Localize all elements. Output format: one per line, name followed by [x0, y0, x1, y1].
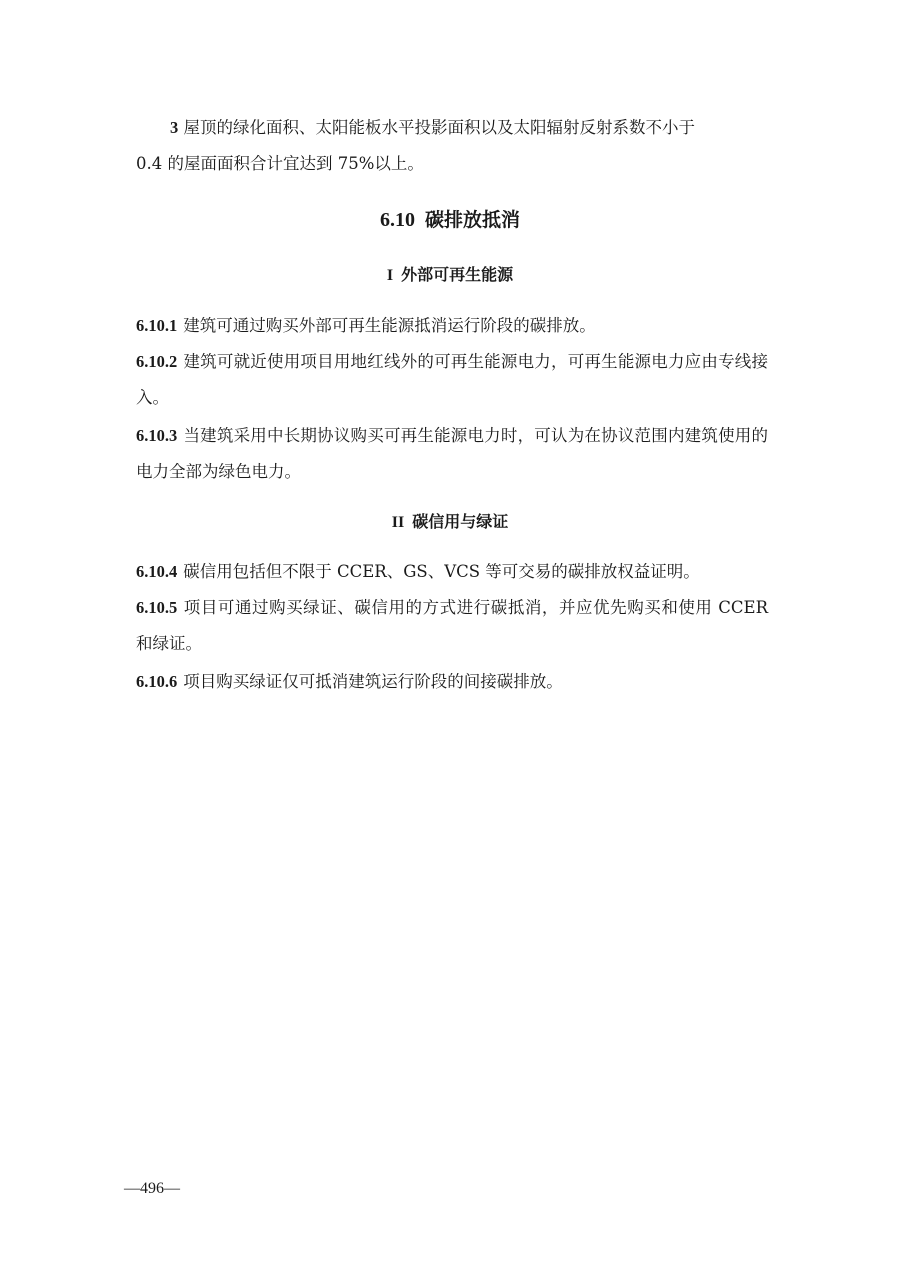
item-number: 3 — [170, 118, 179, 137]
subsection-title-2: 碳信用与绿证 — [412, 512, 509, 531]
clause-number: 6.10.5 — [136, 598, 178, 617]
section-title: 碳排放抵消 — [424, 209, 520, 231]
clause-text: 当建筑采用中长期协议购买可再生能源电力时，可认为在协议范围内建筑使用的电力全部为绿色电力。 — [136, 426, 768, 481]
clause-text: 建筑可通过购买外部可再生能源抵消运行阶段的碳排放。 — [183, 316, 596, 335]
clause-6-10-4 — [136, 554, 768, 590]
subsection-roman-2: II — [391, 514, 405, 531]
subsection-heading-1 — [0, 264, 900, 287]
clause-number: 6.10.6 — [136, 672, 178, 691]
paragraph-item-3 — [136, 110, 768, 146]
clause-6-10-6 — [136, 664, 768, 700]
clause-6-10-3 — [136, 418, 768, 490]
section-heading — [0, 208, 900, 232]
item-text-line1: 屋顶的绿化面积、太阳能板水平投影面积以及太阳辐射反射系数不小于 — [183, 118, 695, 137]
clause-text: 建筑可就近使用项目用地红线外的可再生能源电力，可再生能源电力应由专线接入。 — [136, 352, 768, 407]
page-number: —496— — [124, 1180, 180, 1197]
item-text-line2: 0.4 的屋面面积合计宜达到 75%以上。 — [136, 154, 424, 173]
paragraph-item-3-cont — [136, 146, 768, 182]
subsection-roman-1: I — [386, 267, 394, 284]
clause-text: 项目购买绿证仅可抵消建筑运行阶段的间接碳排放。 — [183, 672, 563, 691]
clause-6-10-5 — [136, 590, 768, 662]
clause-6-10-2 — [136, 344, 768, 416]
section-number: 6.10 — [379, 209, 415, 231]
clause-number: 6.10.2 — [136, 352, 178, 371]
subsection-title-1: 外部可再生能源 — [401, 265, 514, 284]
clause-number: 6.10.4 — [136, 562, 178, 581]
clause-number: 6.10.1 — [136, 316, 178, 335]
clause-text: 碳信用包括但不限于 CCER、GS、VCS 等可交易的碳排放权益证明。 — [183, 562, 700, 581]
clause-6-10-1 — [136, 308, 768, 344]
clause-text: 项目可通过购买绿证、碳信用的方式进行碳抵消，并应优先购买和使用 CCER 和绿证。 — [136, 598, 768, 653]
subsection-heading-2 — [0, 511, 900, 534]
clause-number: 6.10.3 — [136, 426, 178, 445]
